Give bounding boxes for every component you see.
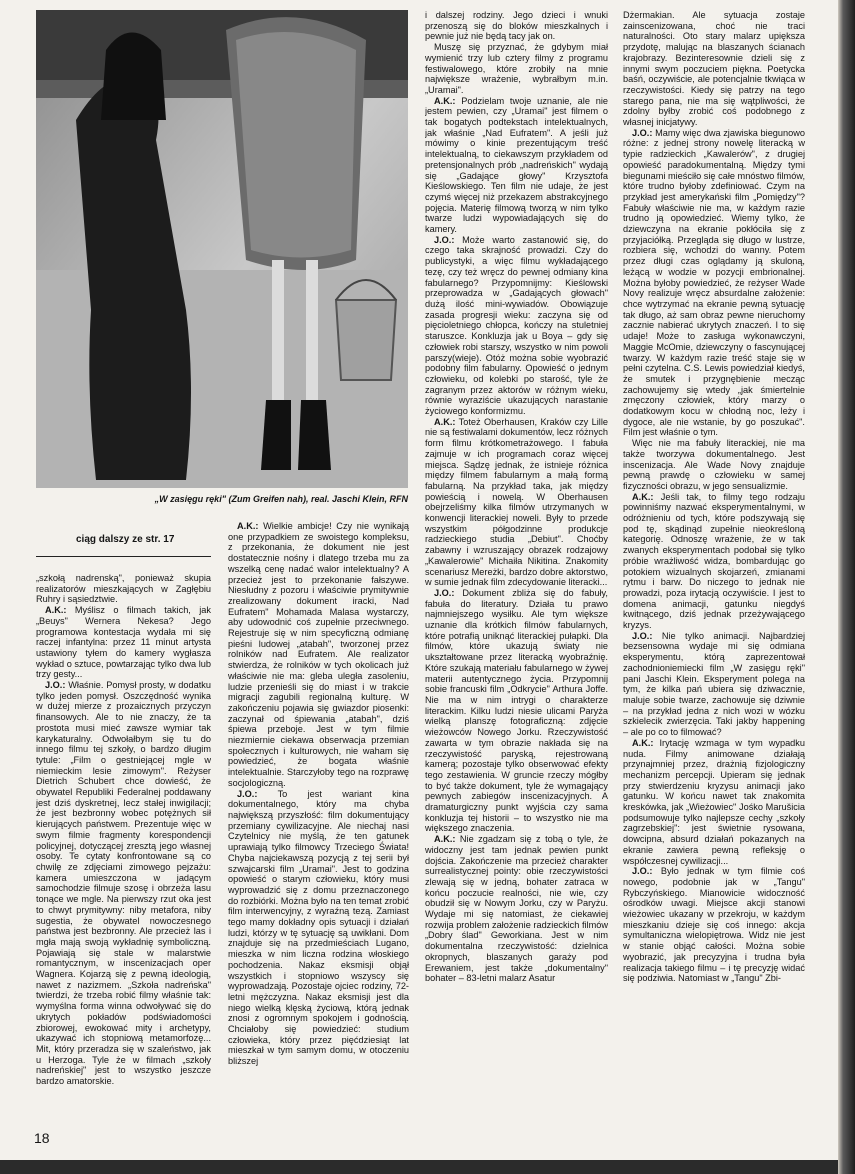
paragraph-text: Jeśli tak, to filmy tego rodzaju powinniśmy nazwać eksperymentalnymi, w odróżnieniu od tych, które podszywają się pod tę, skądinąd zupełnie nieokreśloną kategorię. Odnoszę wrażenie, że w tak zwanych eksperymentach podobał się tylko próbie wrażliwość widza, bombardując go potokiem wizualnych skojarzeń, zmianami rytmu i barw. Do niczego to jednak nie prowadzi, poza irytacją oczywiście. I jest to domena animacji, gatunku niegdyś kwitnącego, dziś jednak przeżywającego kryzys. (623, 491, 805, 631)
text-column-1 (36, 573, 211, 1118)
paragraph-text: Muszę się przyznać, że gdybym miał wymienić trzy lub cztery filmy z programu festiwalowego, które zrobiły na mnie największe wrażenie, wybrałbym m.in. „Uramai". (425, 42, 608, 95)
paragraph-text: Podzielam twoje uznanie, ale nie jestem pewien, czy „Uramai" jest filmem o tak bogatych podtekstach intelektualnych, jak właśnie „Nad Eufratem". A jeśli już mówimy o kinie prezentującym treść intelektualną, to ciekawszym przykładem od pretensjonalnych prób „nadreńskich" wydają się „Gadające głowy" Krzysztofa Kieślowskiego. Ten film nie udaje, że jest czymś więcej niż przekazem abstrakcyjnego pojęcia. Materię filmową tworzą w nim tylko twarze ludzi wypowiadających się do kamery. (425, 95, 608, 235)
page-number: 18 (34, 1130, 50, 1146)
text-column-2 (228, 521, 409, 1118)
film-still-illustration (36, 10, 408, 488)
paragraph-text: To jest wariant kina dokumentalnego, który ma chyba największą przyszłość: film dokumentujący przemiany cywilizacyjne. Ale niechaj nasi Czytelnicy nie myślą, że ten gatunek uprawiają tylko filmowcy Trzeciego Świata! Chyba najciekawszą pozycją z tej serii był szwajcarski film „Uramai". Jest to godzina opowieść o starym człowieku, który musi wyprowadzić się z domu przeznaczonego do rozbiórki. Można było na ten temat zrobić film interwencyjny, z wyraźną tezą. Zamiast tego mamy dokładny opis sytuacji i działań ludzi, którzy w tę sytuację są uwikłani. Dom znajduje się na przedmieściach Lugano, mieszka w nim liczna rodzina włoskiego pochodzenia. Nakaz eksmisji objął wszystkich i stopniowo wszyscy się wyprowadzają. Pozostaje ojciec rodziny, 72-letni mężczyzna. Nakaz eksmisji jest dla niego wielką klęską życiową, którą jednak znosi z ogromnym spokojem i godnością. Chciałoby się powiedzieć: studium człowieka, który przez pięćdziesiąt lat mieszkał w tym samym domu, w otoczeniu bliższej (228, 788, 409, 1067)
paragraph (623, 438, 805, 492)
speaker-label: A.K.: (237, 521, 259, 531)
text-column-3 (425, 10, 608, 1118)
speaker-label: A.K.: (45, 605, 67, 616)
paragraph (425, 588, 608, 834)
paragraph (623, 631, 805, 738)
paragraph-text: Dokument zbliża się do fabuły, fabuła do literatury. Działa tu prawo najmniejszego wysiłku. Ale tym większe uznanie dla krótkich filmów fabularnych, które potrafią uniknąć literackiej pułapki. Dla filmów, które ukazują światy nie ukształtowane przez literacką wyobraźnię. Które szukają materiału fabularnego w żywej materii autentycznego życia. Przypomnij sobie francuski film „Odkrycie" Arthura Joffe. Nie ma w nim intrygi o charakterze literackim. Kilku ludzi niesie ulicami Paryża wielką planszę fotograficzną: zdjęcie wieżowców Nowego Jorku. Rzeczywistość zawarta w tym obrazie nakłada się na rzeczywistość paryską, rejestrowaną kamerą; pozostaje tylko obserwować efekty tego zestawienia. W gruncie rzeczy mógłby to być także dokument, tyle że wymagający pewnych zabiegów inscenizacyjnych. A dramaturgiczny punkt wyjścia czy sama konkluzja tej historii – to wszystko nie ma większego znaczenia. (425, 587, 608, 834)
paragraph-text: Właśnie. Pomysł prosty, w dodatku tylko jeden pomysł. Oszczędność wynika w dużej mierze z prozaicznych przyczyn finansowych. Ale to nie znaczy, że ta prostota musi mieć zawsze wymiar tak karykaturalny. Odwołałbym się tu do innego filmu tej szkoły, o bardzo długim tytule: „Film o gestniejącej mgle w niemieckim lesie zimowym". Reżyser Dietrich Schubert chce dowieść, że obywatel Republiki Federalnej poddawany jest dziś dyskretnej, lecz stałej inwigilacji; że jest bezbronny wobec potężnych sił kierujących państwem. Prezentuje więc w swym filmie fragmenty korespondencji policyjnej, dotyczącej zresztą jego własnej osoby. Te cytaty konfrontowane są co chwilę ze zdjęciami zimowego pejzażu: kamera umieszczona w jadącym samochodzie filmuje szosę i obrzeża lasu tonące we mgle. Na pierwszy rzut oka jest to chwyt prymitywny: niby metafora, niby sugestia, że obywatel nowoczesnego państwa jest bezbronny. Ale przecież las i mgła mają swoją wykładnię symboliczną. Pojawiają się stale w malarstwie romantycznym, w inscenizacjach oper Wagnera. Kojarzą się z pewną ideologią, nawet z nazizmem. „Szkoła nadreńska" twierdzi, że trzeba robić filmy właśnie tak: wymyślna forma winna odwoływać się do ukrytych pokładów podświadomości zbiorowej, ewokować mity i archetypy, ukazywać ich stopniową metamorfozę... Mit, który przeradza się w szaleństwo, jak u Herzoga. Tyle że w filmach „szkoły nadreńskiej" jest to wszystko jeszcze bardzo amatorskie. (36, 680, 211, 1087)
speaker-label: J.O.: (632, 866, 653, 877)
page-edge-shadow (838, 0, 855, 1174)
speaker-label: A.K.: (434, 95, 456, 106)
paragraph (623, 492, 805, 631)
paragraph (623, 738, 805, 866)
paragraph-text: Dżermakian. Ale sytuacja zostaje zainscenizowana, choć nie traci naturalności. Oto stary malarz upiększa przydotę, malując na blaszanych ścianach krajobrazy. Bezinteresownie dzieli się z innymi swym poczuciem piękna. Poetycka baśń, oczywiście, ale potencjalnie tkwiąca w rzeczywistości. Kiedy się patrzy na tego starego pana, nie ma się wątpliwości, że zdolny byłby zrobić coś podobnego z własnej inicjatywy. (623, 10, 805, 128)
speaker-label: J.O.: (434, 234, 455, 245)
paragraph (425, 42, 608, 96)
paragraph-text: „szkołą nadrenską", ponieważ skupia realizatorów mieszkających w Zagłębiu Ruhry i sąsiedztwie. (36, 573, 211, 605)
continued-from-note: ciąg dalszy ze str. 17 (76, 534, 175, 545)
paragraph-text: Może warto zastanowić się, do czego taka skrajność prowadzi. Czy do publicystyki, a więc filmu wykładającego tezę, czy też wręcz do pewnej odmiany kina fabularnego? Przypomnijmy: Kieślowski przeprowadza w „Gadających głowach" dużą ilość mini-wywiadów. Obowiązuje zasada progresji wieku: zaczyna się od pięcioletniego chłopca, kończy na stuletniej staruszce. Konkluzja jak u Boya – gdy się człowiek robi starszy, wszystko w nim powoli parszy(wieje). Otóż można sobie wyobrazić podobny film fabularny. Opowieść o jednym człowieku, od kolebki po starość, tyle że zagranym przez aktorów w różnym wieku, równie wyraziście ukazujących narastanie życiowego konformizmu. (425, 234, 608, 417)
paragraph-text: i dalszej rodziny. Jego dzieci i wnuki przenoszą się do bloków mieszkalnych i pewnie już nie będą tacy jak on. (425, 10, 608, 42)
paragraph (228, 521, 409, 789)
paragraph (425, 96, 608, 235)
speaker-label: A.K.: (434, 416, 456, 427)
speaker-label: A.K.: (632, 491, 654, 502)
paragraph (228, 789, 409, 1067)
speaker-label: A.K.: (434, 834, 456, 845)
speaker-label: J.O.: (434, 587, 455, 598)
paragraph-text: Nie zgadzam się z tobą o tyle, że widoczny jest tam jednak pewien punkt dojścia. Zakończenie ma przecież charakter surrealistycznej pointy: obie rzeczywistości zlewają się w jedną, bohater zatraca w końcu poczucie realności, nie wie, czy obudził się w Nowym Jorku, czy w Paryżu. Wydaje mi się natomiast, że ciekawiej rozwija problem założenie radzieckich filmów „Dobry ślad" Geworkiana. Jest w nim dokumentalna rzeczywistość: dzielnica okropnych, blaszanych garaży pod Erewaniem, jest także „dokumentalny" bohater – 83-letni malarz Asatur (425, 834, 608, 984)
film-still-photo (36, 10, 408, 488)
paragraph (623, 128, 805, 438)
photo-caption: „W zasięgu ręki" (Zum Greifen nah), real. Jaschi Klein, RFN (154, 494, 408, 504)
speaker-label: A.K.: (632, 737, 654, 748)
speaker-label: J.O.: (632, 127, 653, 138)
divider-rule (36, 556, 211, 557)
paragraph-text: Nie tylko animacji. Najbardziej bezsensowna wydaje mi się odmiana eksperymentu, którą zaprezentował zachodnioniemiecki film „W zasięgu ręki" pani Jaschi Klein. Eksperyment polega na tym, że kilka pań ubiera się dziwacznie, maluje sobie twarze, zachowuje się dziwnie – na przykład jedna z nich wozi w wózku szkielecik zwierzęcia. Taki jakby happening – ale po co to filmować? (623, 630, 805, 738)
paragraph-text: Toteż Oberhausen, Kraków czy Lille nie są festiwalami dokumentów, lecz różnych form filmu krótkometrażowego. I fabuła zajmuje w ich programach coraz więcej miejsca. Sądzę jednak, że istnieje różnica między filmem fabularnym a małą formą fabularną. Na przykład taka, jak między powieścią i nowelą. W Oberhausen obejrzeliśmy kilka filmów utrzymanych w konwencji literackiej noweli. Były to przede wszystkim półgodzinne produkcje radzieckiego studia „Debiut". Choćby zabawny i wzruszający obrazek rodzajowy „Kawalerowie" Michaiła Nikitina. Znakomity scenariusz Mereżki, bardzo dobre aktorstwo, w sumie jednak film zdecydowanie literacki... (425, 416, 608, 588)
paragraph-text: Było jednak w tym filmie coś nowego, podobnie jak w „Tangu" Rybczyńskiego. Mianowicie widoczność ośrodków uwagi. Miejsce akcji stanowi wieżowiec ukazany w przekroju, w każdym mieszkaniu dzieje się coś innego: akcja symultaniczna wielopiętrowa. Widz nie jest w stanie objąć całości. Można sobie wyobrazić, jak precyzyjna i trudna była realizacja takiego filmu – i tę precyzję widać się podziwia. Natomiast w „Tangu" Zbi- (623, 866, 805, 984)
paragraph (36, 605, 211, 680)
speaker-label: J.O.: (237, 788, 258, 799)
paragraph (425, 10, 608, 42)
paragraph (425, 834, 608, 984)
paragraph (36, 573, 211, 605)
text-column-4 (623, 10, 805, 1118)
paragraph (425, 235, 608, 417)
speaker-label: J.O.: (632, 630, 653, 641)
paragraph-text: Więc nie ma fabuły literackiej, nie ma także tworzywa dokumentalnego. Jest inscenizacja. Ale Wade Novy znajduje pewną prawdę o człowieku w samej fizyczności obrazu, w jego sensualizmie. (623, 438, 805, 491)
paragraph-text: Mamy więc dwa zjawiska biegunowo różne: z jednej strony nowelę literacką w typie radzieckich „Kawalerów", z drugiej opowieść paradokumentalną. Między tymi biegunami mieściło się całe mnóstwo filmów, które trudno byłoby zdefiniować. Czym na przykład jest amerykański film „Pomiędzy"? Fabuły właściwie nie ma, w każdym razie trudno ją opowiedzieć. Wiemy tylko, że dziewczyna na ekranie pokłóciła się z przyjaciółką. Przegląda się długo w lustrze, rozbiera się, wchodzi do wanny. Potem przez długi czas oglądamy ją skuloną, leżącą w wodzie w pozycji embrionalnej. Można byłoby powiedzieć, że reżyser Wade Novy realizuje wręcz absurdalne założenie: chce wytrzymać na ekranie pewną sytuację tak długo, aż sam obraz pewne nieruchomy zacznie nabierać ukrytych znaczeń. I to się udaje! Może to zasługa wykonawczyni, Maggie McOmie, dziewczyny o fascynującej twarzy. W każdym razie treść staje się w pełni czytelna. C.S. Lewis powiedział kiedyś, że smutek i przygnębienie mecząc zachowujemy się wtedy „jak śmiertelnie zmęczony człowiek, który marzy o dodatkowym kocu w chłodną noc, leży i dygoce, ale nie wstanie, by go poszukać". Film jest właśnie o tym. (623, 127, 805, 438)
paragraph-text: Wielkie ambicje! Czy nie wynikają one przypadkiem ze swoistego kompleksu, z przekonania, że dokument nie jest dostatecznie nośny i dlatego trzeba mu za wszelką cenę nadać walor intelektualny? A przecież jest to przekonanie fałszywe. Niesłudny z pozoru i właściwie prymitywnie zrealizowany dokument iracki, Nad Eufratem" Mohamada Malasa wystarczy, aby udowodnić coś zupełnie przeciwnego. Rejestruje się w nim specyficzną odmianę pieśni ludowej „atabah", tworzonej przez rolników nad Eufratem. Ale realizator stwierdza, że rolników w tych okolicach już właściwie nie ma: gleba uległa zasoleniu, ludzie przenieśli się do miast i w trakcie migracji zagubili regionalną kulturę. W zakończeniu pojawia się gwiazdor piosenki: zaczynał od śpiewania „atabah", dziś śpiewa przeboje. Jest w tym filmie niezmiernie ciekawa obserwacja przemian społecznych i kulturowych, nie waham się powiedzieć, że bogata właśnie intelektualnie. Starczyłoby tego na rozprawę socjologiczną. (228, 521, 409, 788)
paragraph (623, 866, 805, 984)
paragraph-text: Irytację wzmaga w tym wypadku nuda. Filmy animowane działają przynajmniej przez, drażnią fizjologiczny mechanizm percepcji. Upieram się jednak przy stwierdzeniu kryzysu animacji jako gatunku. W końcu nawet tak znakomita kreskówka, jak „Wieżowiec" Jośko Marušicia podsumowuje tylko najlepsze cechy „szkoły zagrzebskiej": jest świetnie rysowana, dowcipna, absurd działań pokazanych na ekranie zawiera pewną refleksję o współczesnej cywilizacji... (623, 737, 805, 866)
paragraph (425, 417, 608, 588)
speaker-label: J.O.: (45, 680, 66, 691)
paragraph-text: Myślisz o filmach takich, jak „Beuys" Wernera Nekesa? Jego programowa kontestacja wydała mi się raczej infantylna: przez 11 minut artysta ustawiony tyłem do kamery wygłasza wykład o sztuce, powtarzając tylko dwa lub trzy gesty... (36, 605, 211, 680)
paragraph (623, 10, 805, 128)
paragraph (36, 680, 211, 1087)
